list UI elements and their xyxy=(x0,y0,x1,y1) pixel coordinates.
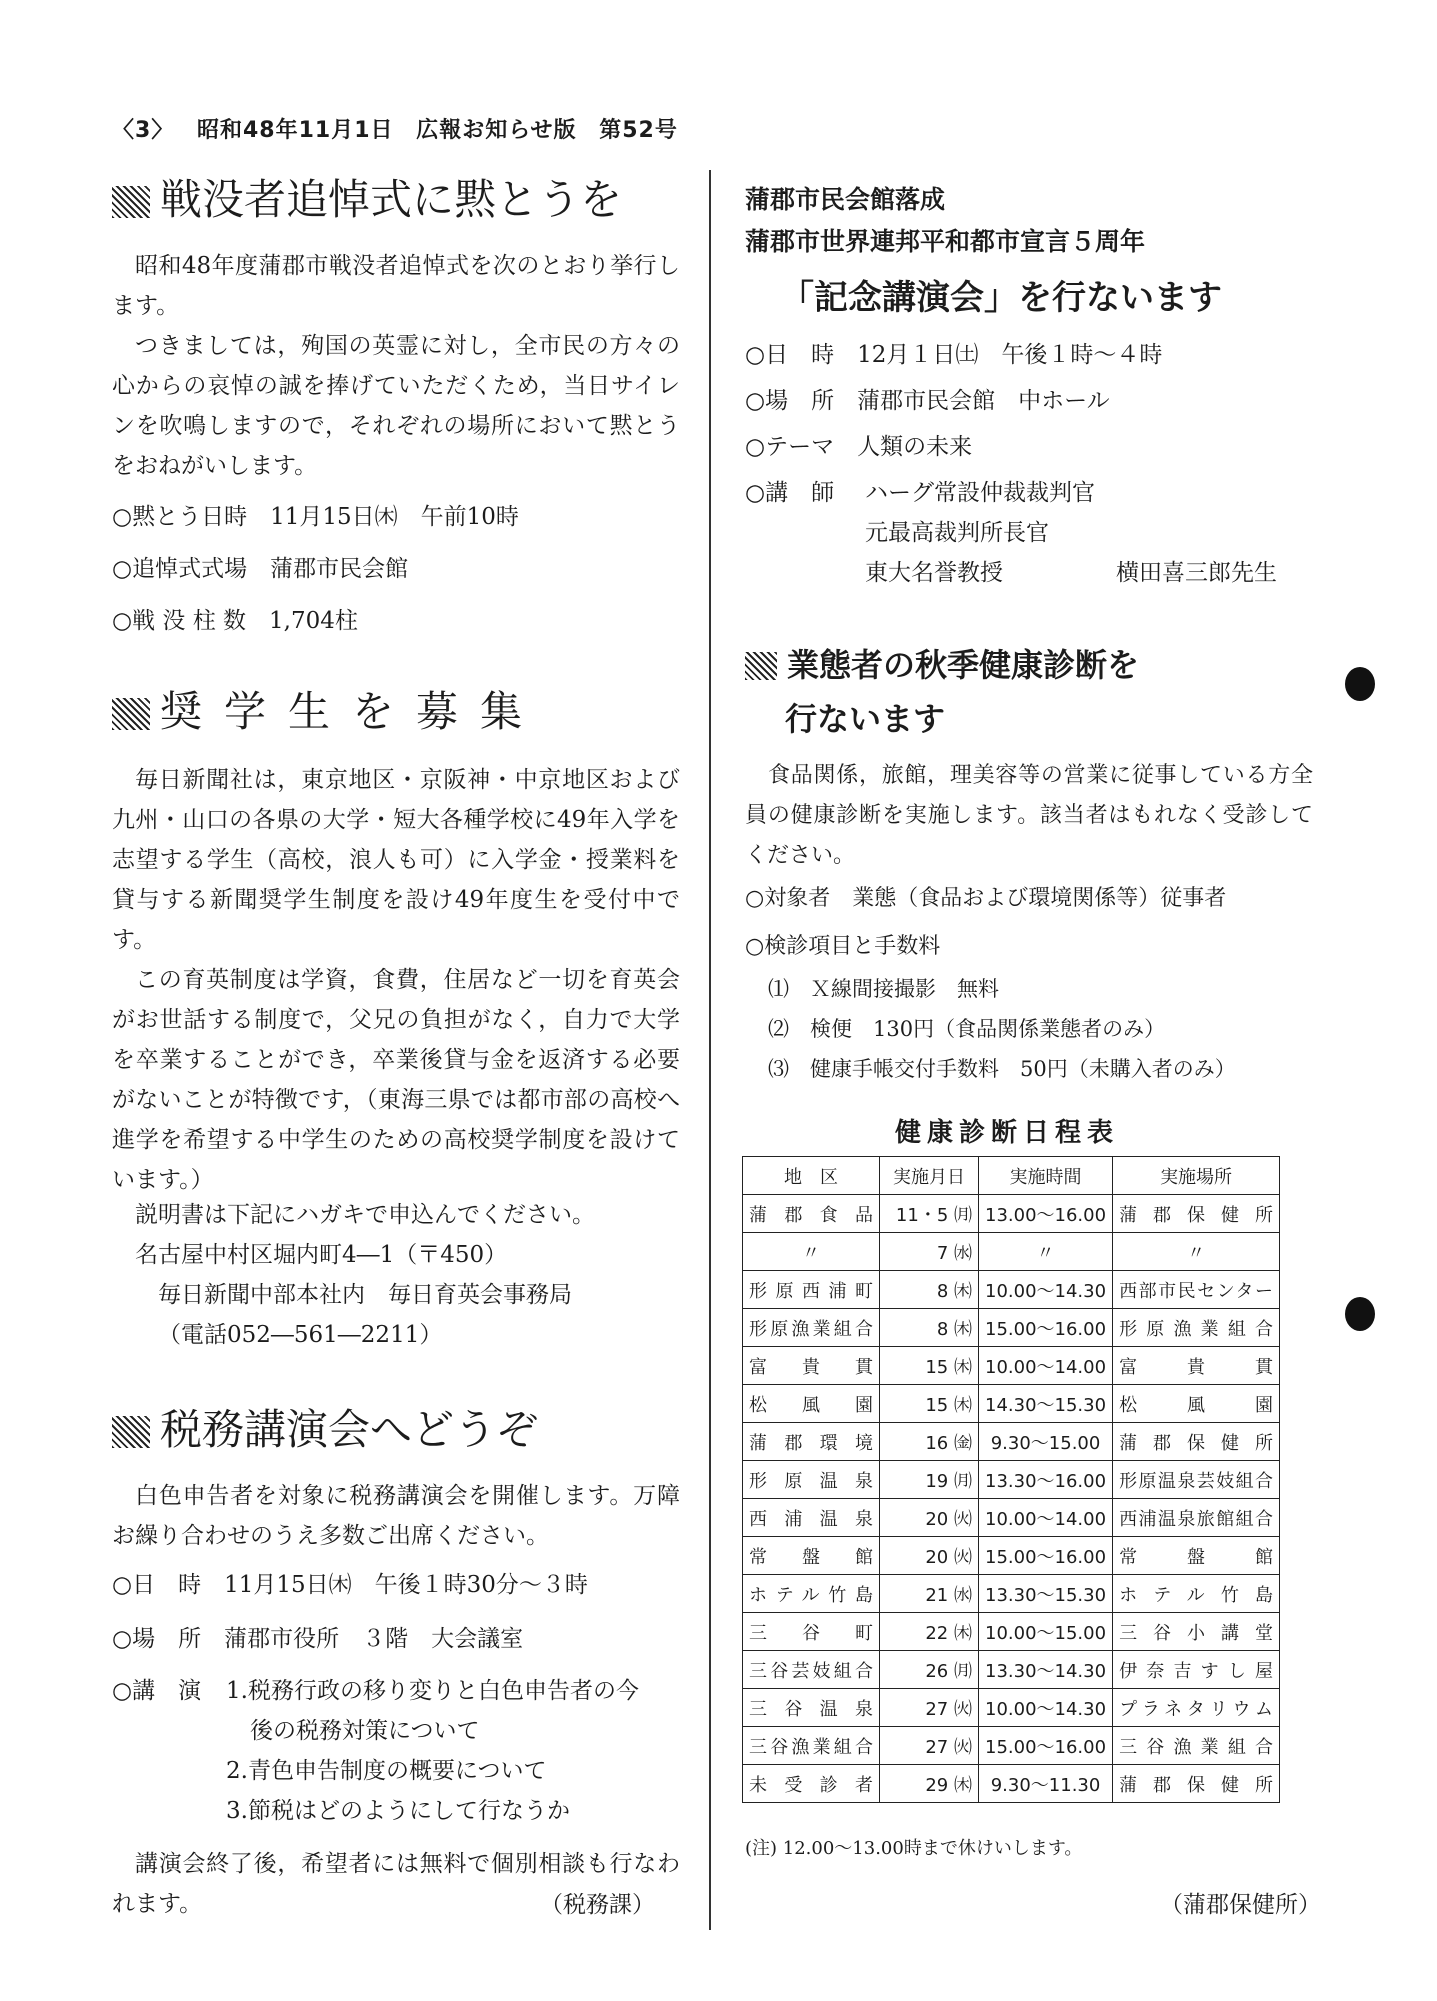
table-cell: 三谷漁業組合 xyxy=(1113,1727,1280,1765)
table-cell: 15.00～16.00 xyxy=(979,1727,1113,1765)
table-cell: 三谷温泉 xyxy=(743,1689,880,1727)
event-date: ○日 時 12月１日㈯ 午後１時～４時 xyxy=(745,342,1163,368)
event-subtitle-1: 蒲郡市民会館落成 xyxy=(745,185,946,214)
binding-hole xyxy=(1345,1297,1375,1331)
event-speaker-title: 東大名誉教授 xyxy=(865,560,1003,586)
scholarship-paragraph-1: 毎日新聞社は，東京地区・京阪神・中京地区および九州・山口の各県の大学・短大各種学校に49年入学を志望する学生（高校，浪人も可）に入学金・授業料を貸与する新聞奨学生制度を設け49年度生を受付中です。 xyxy=(112,767,680,953)
table-cell: ホテル竹島 xyxy=(743,1575,880,1613)
scholarship-phone: （電話052―561―2211） xyxy=(158,1322,443,1348)
table-cell: 蒲郡食品 xyxy=(743,1195,880,1233)
table-cell: 10.00～14.30 xyxy=(979,1689,1113,1727)
tax-paragraph-2: 講演会終了後，希望者には無料で個別相談も行なわれます。 xyxy=(112,1851,680,1917)
health-heading: 業態者の秋季健康診断を xyxy=(745,640,1139,686)
table-cell: 形原漁業組合 xyxy=(1113,1309,1280,1347)
column-header: 実施場所 xyxy=(1113,1157,1280,1195)
table-cell: 三谷町 xyxy=(743,1613,880,1651)
table-cell: 〃 xyxy=(1113,1233,1280,1271)
table-cell: 9.30～11.30 xyxy=(979,1765,1113,1803)
schedule-table xyxy=(742,1156,1280,1803)
issue-number: 第52号 xyxy=(599,118,678,143)
memorial-item: ○戦 没 柱 数 1,704柱 xyxy=(112,608,358,634)
table-cell: 15.00～16.00 xyxy=(979,1537,1113,1575)
table-cell: 西浦温泉 xyxy=(743,1499,880,1537)
health-item: ⑶ 健康手帳交付手数料 50円（未購入者のみ） xyxy=(768,1057,1236,1081)
table-cell: 29 ㈭ xyxy=(880,1765,979,1803)
table-cell: 蒲郡保健所 xyxy=(1113,1423,1280,1461)
table-row xyxy=(743,1651,1280,1689)
table-cell: 11・5 ㈪ xyxy=(880,1195,979,1233)
table-cell: 富貴貫 xyxy=(743,1347,880,1385)
table-row xyxy=(743,1309,1280,1347)
tax-lecture-item: 1.税務行政の移り変りと白色申告者の今 xyxy=(226,1678,639,1704)
table-cell: 27 ㈫ xyxy=(880,1689,979,1727)
health-item: ⑵ 検便 130円（食品関係業態者のみ） xyxy=(768,1017,1166,1041)
column-header: 地 区 xyxy=(743,1157,880,1195)
table-cell: 27 ㈫ xyxy=(880,1727,979,1765)
table-cell: 常盤館 xyxy=(743,1537,880,1575)
table-row xyxy=(743,1727,1280,1765)
memorial-paragraph-1: 昭和48年度蒲郡市戦没者追悼式を次のとおり挙行します。 xyxy=(112,253,680,319)
health-department: （蒲郡保健所） xyxy=(1160,1892,1321,1918)
health-target: ○対象者 業態（食品および環境関係等）従事者 xyxy=(745,886,1227,911)
event-speaker-title: 元最高裁判所長官 xyxy=(865,520,1049,546)
health-heading-line-2: 行ないます xyxy=(785,700,946,738)
event-speaker-label: ○講 師 xyxy=(745,480,835,506)
table-cell: 未受診者 xyxy=(743,1765,880,1803)
tax-date: ○日 時 11月15日㈭ 午後１時30分～３時 xyxy=(112,1572,588,1598)
table-row xyxy=(743,1271,1280,1309)
table-cell: 伊奈吉すし屋 xyxy=(1113,1651,1280,1689)
table-cell: 三谷小講堂 xyxy=(1113,1613,1280,1651)
scholarship-paragraph-2: この育英制度は学資，食費，住居など一切を育英会がお世話する制度で，父兄の負担がなく，自力で大学を卒業することができ，卒業後貸与金を返済する必要がないことが特徴です，（東海三県では都市部の高校へ進学を希望する中学生のための高校奨学制度を設けています。） xyxy=(112,967,680,1193)
column-divider xyxy=(709,170,711,1930)
table-row xyxy=(743,1385,1280,1423)
table-row xyxy=(743,1233,1280,1271)
table-cell: 三谷漁業組合 xyxy=(743,1727,880,1765)
table-cell: 15 ㈭ xyxy=(880,1385,979,1423)
memorial-heading: 戦没者追悼式に黙とうを xyxy=(112,172,622,228)
tax-lecture-label: ○講 演 xyxy=(112,1678,202,1704)
table-cell: 20 ㈫ xyxy=(880,1537,979,1575)
tax-heading: 税務講演会へどうぞ xyxy=(112,1402,538,1458)
table-cell: プラネタリウム xyxy=(1113,1689,1280,1727)
scholarship-heading: 奨学生を募集 xyxy=(112,684,544,740)
table-cell: ホテル竹島 xyxy=(1113,1575,1280,1613)
column-header: 実施時間 xyxy=(979,1157,1113,1195)
table-row xyxy=(743,1347,1280,1385)
tax-paragraph-1: 白色申告者を対象に税務講演会を開催します。万障お繰り合わせのうえ多数ご出席ください。 xyxy=(112,1483,680,1549)
table-cell: 蒲郡保健所 xyxy=(1113,1195,1280,1233)
hatch-icon xyxy=(112,698,150,730)
table-cell: 富貴貫 xyxy=(1113,1347,1280,1385)
table-cell: 15 ㈭ xyxy=(880,1347,979,1385)
table-cell: 21 ㈬ xyxy=(880,1575,979,1613)
table-cell: 10.00～15.00 xyxy=(979,1613,1113,1651)
tax-lecture-item: 後の税務対策について xyxy=(250,1718,480,1744)
table-cell: 西浦温泉旅館組合 xyxy=(1113,1499,1280,1537)
table-cell: 三谷芸妓組合 xyxy=(743,1651,880,1689)
memorial-item: ○黙とう日時 11月15日㈭ 午前10時 xyxy=(112,504,519,530)
table-cell: 10.00～14.00 xyxy=(979,1499,1113,1537)
health-paragraph: 食品関係，旅館，理美容等の営業に従事している方全員の健康診断を実施します。該当者はもれなく受診してください。 xyxy=(745,763,1313,868)
table-cell: 西部市民センター xyxy=(1113,1271,1280,1309)
table-row xyxy=(743,1499,1280,1537)
table-cell: 26 ㈪ xyxy=(880,1651,979,1689)
scholarship-instruction: 説明書は下記にハガキで申込んでください。 xyxy=(135,1202,595,1228)
schedule-title: 健康診断日程表 xyxy=(895,1118,1120,1148)
publication-title: 広報お知らせ版 xyxy=(416,118,577,143)
tax-lecture-item: 3.節税はどのようにして行なうか xyxy=(226,1798,570,1824)
table-cell: 〃 xyxy=(979,1233,1113,1271)
event-speaker-title: ハーグ常設仲裁裁判官 xyxy=(865,480,1095,506)
tax-place: ○場 所 蒲郡市役所 ３階 大会議室 xyxy=(112,1626,524,1652)
table-cell: 13.30～16.00 xyxy=(979,1461,1113,1499)
health-items-title: ○検診項目と手数料 xyxy=(745,934,941,959)
scholarship-address: 名古屋中村区堀内町4―1（〒450） xyxy=(135,1242,508,1268)
schedule-note: (注) 12.00～13.00時まで休けいします。 xyxy=(745,1838,1083,1859)
table-cell: 20 ㈫ xyxy=(880,1499,979,1537)
table-cell: 22 ㈭ xyxy=(880,1613,979,1651)
table-row xyxy=(743,1765,1280,1803)
table-cell: 10.00～14.30 xyxy=(979,1271,1113,1309)
table-cell: 〃 xyxy=(743,1233,880,1271)
table-cell: 松風園 xyxy=(1113,1385,1280,1423)
table-cell: 形原温泉 xyxy=(743,1461,880,1499)
table-header-row xyxy=(743,1157,1280,1195)
tax-department: （税務課） xyxy=(540,1892,655,1918)
table-cell: 13.30～15.30 xyxy=(979,1575,1113,1613)
table-row xyxy=(743,1461,1280,1499)
table-cell: 7 ㈬ xyxy=(880,1233,979,1271)
binding-hole xyxy=(1345,667,1375,701)
table-cell: 9.30～15.00 xyxy=(979,1423,1113,1461)
scholarship-office: 毎日新聞中部本社内 毎日育英会事務局 xyxy=(158,1282,572,1308)
table-cell: 14.30～15.30 xyxy=(979,1385,1113,1423)
memorial-item: ○追悼式式場 蒲郡市民会館 xyxy=(112,556,409,582)
table-cell: 蒲郡環境 xyxy=(743,1423,880,1461)
table-row xyxy=(743,1689,1280,1727)
page-header xyxy=(112,113,692,144)
table-cell: 形原西浦町 xyxy=(743,1271,880,1309)
event-subtitle-2: 蒲郡市世界連邦平和都市宣言５周年 xyxy=(745,227,1146,256)
event-place: ○場 所 蒲郡市民会館 中ホール xyxy=(745,388,1110,414)
table-row xyxy=(743,1537,1280,1575)
table-row xyxy=(743,1195,1280,1233)
page-number: 〈3〉 xyxy=(112,118,175,143)
event-title: 「記念講演会」を行ないます xyxy=(780,278,1222,318)
table-cell: 13.30～14.30 xyxy=(979,1651,1113,1689)
table-cell: 16 ㈮ xyxy=(880,1423,979,1461)
table-cell: 松風園 xyxy=(743,1385,880,1423)
table-cell: 10.00～14.00 xyxy=(979,1347,1113,1385)
memorial-paragraph-2: つきましては，殉国の英霊に対し，全市民の方々の心からの哀悼の誠を捧げていただくため，当日サイレンを吹鳴しますので，それぞれの場所において黙とうをおねがいします。 xyxy=(112,333,680,479)
hatch-icon xyxy=(112,1416,150,1448)
table-cell: 15.00～16.00 xyxy=(979,1309,1113,1347)
health-item: ⑴ Ｘ線間接撮影 無料 xyxy=(768,977,999,1001)
table-cell: 形原温泉芸妓組合 xyxy=(1113,1461,1280,1499)
table-cell: 形原漁業組合 xyxy=(743,1309,880,1347)
event-speaker-name: 横田喜三郎先生 xyxy=(1116,560,1277,586)
event-theme: ○テーマ 人類の未来 xyxy=(745,434,973,460)
table-row xyxy=(743,1423,1280,1461)
table-row xyxy=(743,1575,1280,1613)
table-cell: 常盤館 xyxy=(1113,1537,1280,1575)
table-cell: 8 ㈭ xyxy=(880,1271,979,1309)
issue-date: 昭和48年11月1日 xyxy=(196,118,394,143)
table-cell: 19 ㈪ xyxy=(880,1461,979,1499)
table-row xyxy=(743,1613,1280,1651)
hatch-icon xyxy=(745,652,777,680)
tax-lecture-item: 2.青色申告制度の概要について xyxy=(226,1758,547,1784)
table-cell: 8 ㈭ xyxy=(880,1309,979,1347)
hatch-icon xyxy=(112,186,150,218)
column-header: 実施月日 xyxy=(880,1157,979,1195)
table-cell: 蒲郡保健所 xyxy=(1113,1765,1280,1803)
table-cell: 13.00～16.00 xyxy=(979,1195,1113,1233)
